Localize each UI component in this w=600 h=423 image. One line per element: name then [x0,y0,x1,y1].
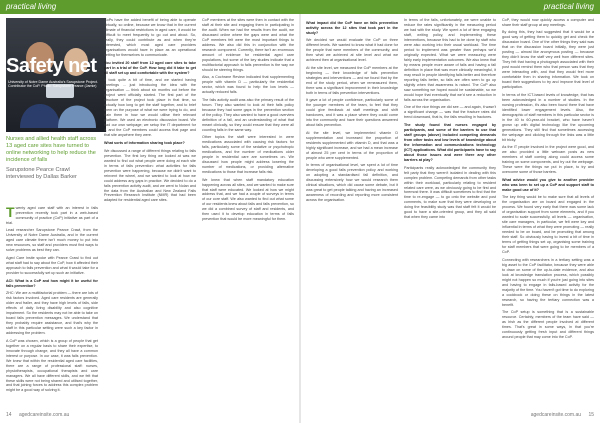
page-number-right: 15 [588,412,594,418]
column-1 [6,206,98,396]
column-2 [104,18,196,206]
paragraph: One of the nice things we did see — and again, it wasn't a significant change — was that the fracture rates did trend downward, that is, the falls resulting in fractures. [404,105,496,120]
byline: Sarupstone Pearce Crawl interviewed by Dallas Barker [6,166,77,180]
page-spine [299,14,301,423]
column-6 [502,18,594,343]
paragraph: Also, a Cochrane Review indicated that supplementing people with vitamin D — particularly the residential sector, which was found to help the low levels — actually reduced falls. [202,75,294,95]
paragraph: We knew that when staff mandatory education happening across all sites, and we wanted to make sure that staff were educated. We looked at how we might address that, and we had a couple of surveys in terms of our core staff. We also wanted to find out what some of our residents knew about falls and falls prevention, so we did a combined survey of staff and residents, and then used it to develop education in terms of falls prevention that would be more meaningful for them. [202,177,294,222]
paragraph: The falls activity audit was also the primary result of the forum. They also wanted to look at their falls policy because they had some gaps in the prevention section of the policy. They also wanted to have a good overview definition of a fall, and an understanding of what that meant clinically, so they could ensure that they were all counting falls in the same way. [202,97,294,132]
paragraph: In terms of the falls, unfortunately, we were unable to reduce the rates significantly in the measuring period we had with the study. We spent a lot of time engaging staff, writing policy, and implementing these interventions, because this had to be done by staff who were also working into their usual workload. The time period to implement was greater than perhaps we'd originally expected. What we were measuring were fairly early implementation outcomes. We also knew that by means people more aware of falls and having a fall definition in place that was more clinically meaningful, it may result in people identifying falls better and therefore reporting falls better, so falls are often seen to go up slightly when that awareness is raised. The CoP also saw something we hoped would be sustainable, so we would hope that eventually that we'd see a reduction in falls across the organisation. [404,18,496,102]
paragraph: Aged Care Insite spoke with Pearce Crawl to find out what staff had to say about the CoP, how it affected their approach to falls prevention and what it would take for a provider to successfully set up such an initiative. [6,255,98,275]
question-heading: What impact did the CoP have on falls prevention activity across the 12 sites that took part in the study? [306,21,398,35]
site-url-left: agedcareinsite.com.au [18,412,70,418]
question-heading: What advice would you give to another provider who was keen to set up a CoP and support staff to make good use of it? [502,178,594,192]
drop-cap: T [6,204,15,220]
paragraph: Other topics the staff were interested in were medications associated with causing risk factors for falls, particularly some of the sedative or psychotropic medications, and the number of medications older people in residential care are sometimes on. We discussed how people might address lowering the number of medications, or providing alternative medications to those that increase falls risk. [202,135,294,175]
header-left-band [0,0,300,14]
paragraph: Connecting with researchers in a tertiary setting was a big asset to the CoP facilitator, because they were able to draw on some of the up-to-date evidence, and also look at knowledge translation process, which possibly might not happen so much if you're just going into sites and having to engage in falls-based activity for the majority of the time. You haven't got time to do exploring a cookbook or doing these on things in the latest research, so having the tertiary connection was a benefit. [502,257,594,307]
header-bar [0,0,600,14]
paragraph: ZHC: We are a multifactorial problem — there are lots of risk factors involved. Aged care residents are generally older and frailer, and they have high levels of falls, side effects of daily living disability and also cognitive impairment. So the residents may not be able to take on board falls prevention messages. We understand that they probably require assistance, and that's why the staff in this particular setting were such a key factor in addressing the problem. [6,291,98,336]
question-heading: You invited 20 staff from 12 aged care sites to take part in a trial of the CoP. How long did it take to get all staff set up and comfortable with the system? [104,60,196,75]
paragraph: In terms of organisational level, we spent a lot of time developing a good falls prevention policy and working on adopting a standardised fall definition, and discussing extensively how we would research them clinical situations, which did cause some debate, but it was great to get people talking and having an increased awareness of recording and reporting more consistent across the organisation. [306,163,398,202]
paragraph: It gave a lot of people confidence, particularly some of the younger members of the team, to feel that they could give feedback at staff meetings and shift handovers, and it was a place where they could come into the community and have their questions answered about falls prevention. [306,98,398,128]
paragraph: Participants really acknowledged the community they felt party that they weren't isolated in dealing with this complex problem. Competing demands from other tasks within their workload, particularly relating to resident related care were, as we obviously going to be first and foremost there. It was difficult sometimes to find that the time to re-engage — to go onto the website and post comments, to make sure that they were developing or doing the feasibility study was that staff felt it would be good to have a site-oriented group, and they all said that when they came into [404,165,496,220]
question-heading: What sorts of information sharing took place? [104,141,185,146]
page-number-left: 14 [6,412,12,418]
paragraph: CoP members at the sites were then in contact with the staff at their site and engaging them in participating in the audit. When we had the results from the audit, we discussed online where the gaps were and what the CoP members felt were the most important things to address. We also did this in conjunction with the research component. Currently, there isn't an enormous amount of evidence for residential aged care populations, but some of the key studies indicate that a multifactorial approach to falls prevention is the way we should be steering things. [202,18,294,72]
paragraph: By doing this, they had suggested that it would be a good way of getting them to quickly get and check the discussion board. One of the other things they said was that on the discussion board initially, they were just posting — almost like anonymous posting — because they didn't know the staff very well from different sites. They felt that having a photograph associated with their post would remind them who that person was that they were interacting with, and that they would feel more comfortable then in sharing information. We took on board their suggestions to try and improve that level of participation. [502,30,594,90]
paragraph: CoP, they would now quickly access a computer and share their staff group at any meetings. [502,18,594,27]
paragraph: We discussed a range of different things relating to falls prevention. The first key thing we looked at was we wanted to find out what people were doing at each site in terms of falls prevention: what activities for falls prevention were happening, because we didn't want to reinvent the wheel, and we wanted to look at how we could address any gaps in practice. We decided to do a falls prevention activity audit, and we went to Nolan and the data from the Australian and New Zealand Falls Prevention Research Institute (NMR) that had been adapted for residential aged care sites. [104,148,196,203]
lead-paragraph: Twenty aged care staff with an interest in falls prevention recently took part in a web-based community of practice (CoP) initiative as part of a trial. [6,204,98,225]
site-url-right: agedcareinsite.com.au [530,412,582,418]
column-5 [404,18,496,223]
section-label-right: practical living [543,2,594,11]
footer-left [6,412,69,418]
paragraph: As the IT people involved in the project were good, and we also provided a little webcam posts as new members of staff coming along could access some training on some components, and try out the webpage. These were the things we put in place, to try and overcome some of those barriers. [502,145,594,175]
question-heading: ACI: What is a CoP and how might it be useful for falls prevention? [6,278,98,288]
standfirst-text: Nurses and allied health staff across 13 aged care sites have turned to online networking to help reduce the incidence of falls [6,136,97,163]
header-right-band [300,0,600,14]
column-3 [202,18,294,225]
paragraph: In terms of the ICT-based levels of knowledge, that has been acknowledged in a number of studies. In the nursing profession, it's also been found there that have identified lower engagement levels. Also, the demographic of staff members in this particular sector is in the 40 to 60-year-old bracket, who have haven't grown up with digital technology like the upcoming generations. They still find that sometimes accessing the webpage and clicking through the links was a little bit tricky. [502,92,594,142]
footer-right [531,412,594,418]
column-4 [306,18,398,205]
paragraph: Lead researcher Sarupstone Pearce Crawl, from the University of Notre Dame Australia, and in the current aged care climate there isn't much money to put into new resources, so staff and providers must find ways to solve problems as best they can. [6,228,98,253]
article-headline: Safety net [6,55,97,77]
paragraph: CoPs have the added benefit of being able to operate virtually, so online, because we know that in the current climate of financial restrictions in aged care, it would be difficult to meet frequently to go out and about. So, really, they could contribute as and when they're interested, which most aged care providers organisations would have in place as an operational setting for themselves to communicate. [104,18,196,57]
standfirst [6,136,98,181]
paragraph: A CoP was chosen, which is a group of people that get together on a regular basis to share their expertise, to innovate through change, and they all have a common interest or purpose. In our case, it was falls prevention. We knew that within the residential aged care facilities, there are a range of professional staff: nurses, physiotherapists, occupational therapists and care managers. We all have different skills, and we felt that these skills were not being shared and utilised together, and that joining forces to address this complex problem might be a good way of solving it. [6,338,98,393]
paragraph: At the site level, we implemented vitamin D supplementation and increased the proportion of residents supplemented with vitamin D, and that was a highly significant increase, and we had a mean increase of almost 25 per cent in terms of the proportion of people who were supplemented. [306,130,398,160]
question-heading: The study found that nurses engaged by participants, and some of the barriers to use that staff groups (above) included competing demands from other tasks and low levels of knowledge about the information and communications technology (ICT) applications. What did participants have to say about those issues and were there any other barriers at play? [404,123,496,163]
paragraph: It took quite a bit of time, and we started having meetings ... just introducing the idea with the organisation — think about six months out before the project went officially started. The first part of the structure of the project took place in that time, so actually how long to get the staff together, and to brief them on the purpose of what we were trying to do, and train them in how we would utilise their relevant platform. We used an electronic discussion board. We had our own webpage; we setup the IT department for it, and the CoP members could access that page and that site anywhere they were. [104,78,196,138]
paragraph: The CoP setup is something that is a sustainable resource. Certainly, members of the team have said — as Irish as the different people involved at different times. That's great in some ways, in that you're continuously getting fresh input and different things around people that may come into the CoP. [502,310,594,340]
paragraph: At the site level, we measured the CoP members at the beginning — their knowledge of falls prevention strategies and interventions — and we found that by the end of the study period, when we remeasured them, there was a significant improvement in their knowledge both in terms of falls prevention interventions. [306,65,398,95]
paragraph: We decided we would evaluate the CoP on three different levels. We wanted to know what it had done for the people that were members of the community, and then what we achieved at site level and what we achieved then at organisational level. [306,38,398,63]
photo-caption: University of Notre Dame Australia's Sarupstone Project. Contributor the CoP. Photo: Sarupstone Pearce (Jamie) [8,80,98,89]
section-label-left: practical living [6,2,57,11]
paragraph: The key thing would be to make sure that all levels of the organisation are on board and engaged in the process. We found very early that there was some lack of organisation support from some elements, and if you wanted to scale successfully, all levels — organisation, site care managers, in particular, we felt were key and influential in terms of what they were promoting — really needed to be on board, and be promoting that among their staff. So obviously having to invest a bit of time in terms of getting things set up, organising some training for staff members that were going to be members of a CoP. [502,195,594,255]
